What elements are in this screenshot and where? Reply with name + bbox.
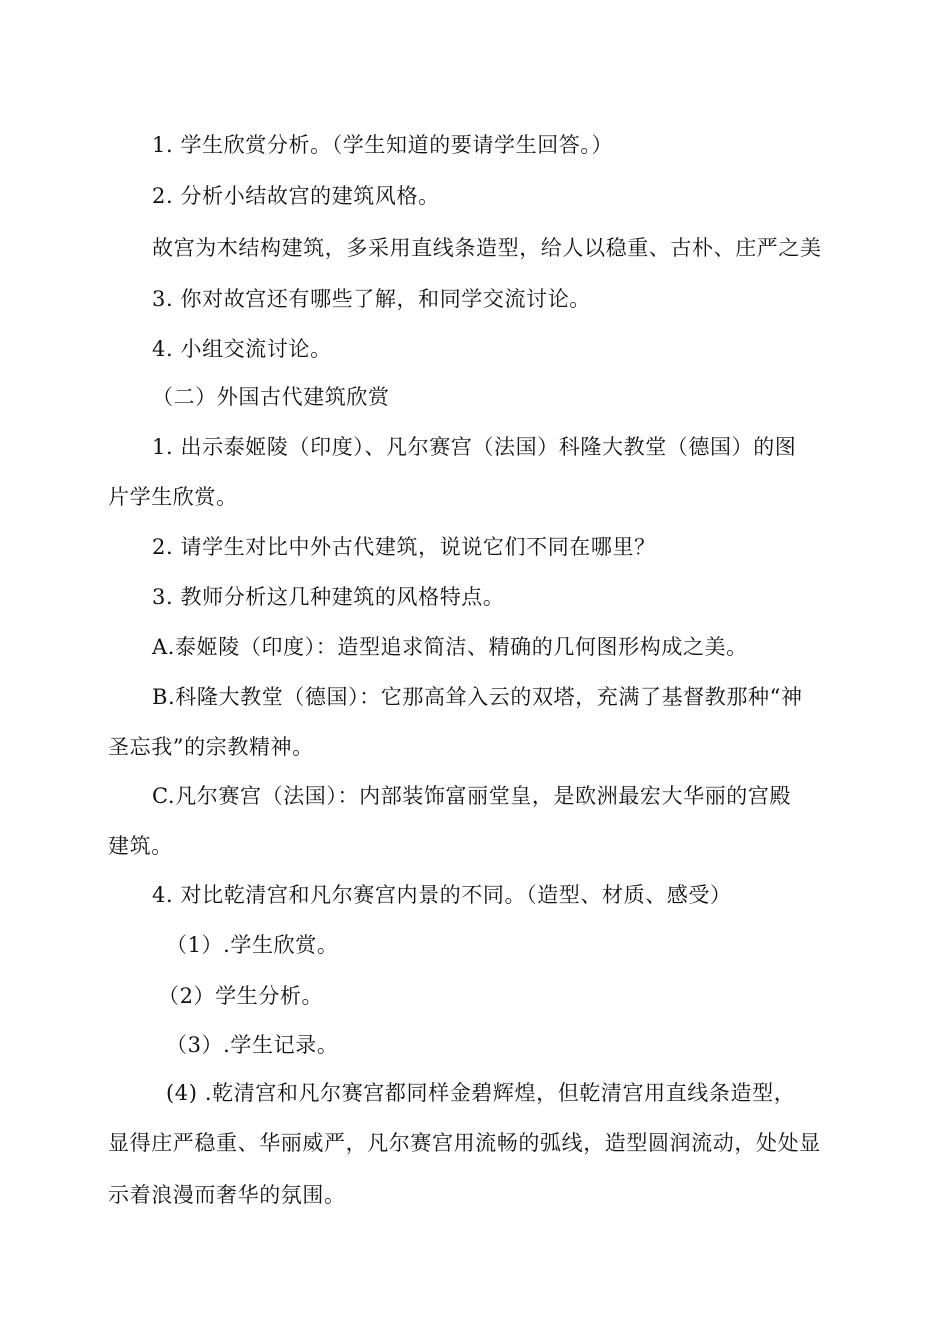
- text-line-16: 4. 对比乾清宫和凡尔赛宫内景的不同。（造型、材质、感受）: [152, 883, 732, 907]
- text-line-1: 1. 学生欣赏分析。（学生知道的要请学生回答。）: [152, 133, 614, 157]
- text-line-18: （2）学生分析。: [158, 984, 324, 1008]
- text-line-3: 故宫为木结构建筑，多采用直线条造型，给人以稳重、古朴、庄严之美: [152, 236, 822, 260]
- text-line-4: 3. 你对故宫还有哪些了解，和同学交流讨论。: [152, 287, 591, 311]
- text-line-2: 2. 分析小结故宫的建筑风格。: [152, 184, 440, 208]
- text-line-14: C.凡尔赛宫（法国）：内部装饰富丽堂皇，是欧洲最宏大华丽的宫殿: [152, 784, 792, 808]
- text-line-13: 圣忘我”的宗教精神。: [108, 735, 314, 759]
- text-line-7: 1. 出示泰姬陵（印度）、凡尔赛宫（法国）科隆大教堂（德国）的图: [152, 435, 797, 459]
- text-line-12: B.科隆大教堂（德国）：它那高耸入云的双塔，充满了基督教那种“神: [152, 685, 803, 709]
- text-line-17: （1）.学生欣赏。: [166, 933, 339, 957]
- section-heading: （二）外国古代建筑欣赏: [152, 385, 390, 409]
- text-line-21: 显得庄严稳重、华丽威严，凡尔赛宫用流畅的弧线，造型圆润流动，处处显: [108, 1131, 821, 1155]
- text-line-8: 片学生欣赏。: [108, 485, 238, 509]
- text-line-20: (4) .乾清宫和凡尔赛宫都同样金碧辉煌，但乾清宫用直线条造型，: [166, 1081, 796, 1105]
- text-line-5: 4. 小组交流讨论。: [152, 337, 332, 361]
- text-line-9: 2. 请学生对比中外古代建筑，说说它们不同在哪里？: [152, 535, 656, 559]
- text-line-19: （3）.学生记录。: [166, 1033, 339, 1057]
- text-line-15: 建筑。: [108, 834, 173, 858]
- text-line-22: 示着浪漫而奢华的氛围。: [108, 1183, 346, 1207]
- text-line-11: A.泰姬陵（印度）：造型追求简洁、精确的几何图形构成之美。: [152, 635, 748, 659]
- text-line-10: 3. 教师分析这几种建筑的风格特点。: [152, 585, 505, 609]
